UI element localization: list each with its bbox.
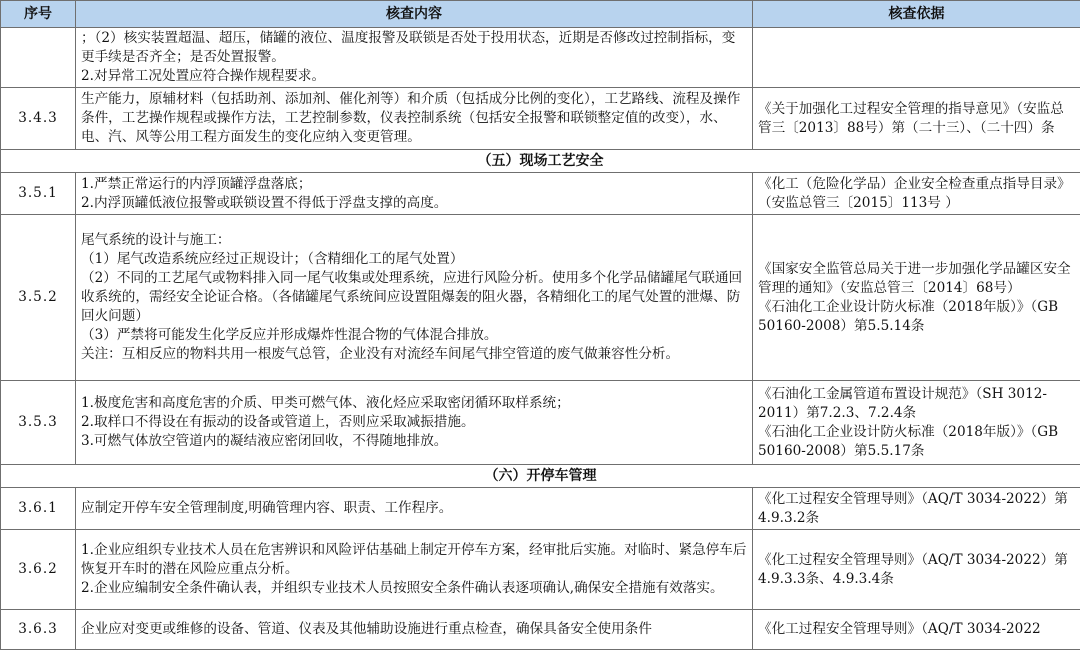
section-row — [1, 150, 1080, 173]
table-header-row — [1, 1, 1080, 28]
table-row — [1, 88, 1080, 150]
item-number: 3.6.3 — [1, 610, 76, 650]
basis-cell — [753, 28, 1080, 88]
item-number: 3.5.1 — [1, 173, 76, 215]
content-cell — [76, 28, 753, 88]
content-line: 企业应对变更或维修的设备、管道、仪表及其他辅助设施进行重点检查，确保具备安全使用条件 — [81, 620, 747, 639]
basis-cell — [753, 381, 1080, 465]
content-cell — [76, 215, 753, 381]
table-row — [1, 488, 1080, 530]
header-no: 序号 — [1, 1, 76, 28]
item-number: 3.5.2 — [1, 215, 76, 381]
item-number: 3.6.2 — [1, 530, 76, 610]
content-line: 1.严禁正常运行的内浮顶罐浮盘落底； — [81, 175, 747, 194]
basis-line: 《石油化工企业设计防火标准（2018年版）》（GB 50160-2008）第5.5.14条 — [758, 298, 1075, 336]
content-cell — [76, 610, 753, 650]
content-line: 1.企业应组织专业技术人员在危害辨识和风险评估基础上制定开停车方案，经审批后实施。对临时、紧急停车后恢复开车时的潜在风险应重点分析。 — [81, 541, 747, 579]
content-line: 生产能力，原辅材料（包括助剂、添加剂、催化剂等）和介质（包括成分比例的变化），工艺路线、流程及操作条件，工艺操作规程或操作方法，工艺控制参数，仪表控制系统（包括安全报警和联锁整定值的改变），水、电、汽、风等公用工程方面发生的变化应纳入变更管理。 — [81, 90, 747, 147]
basis-line: 《石油化工金属管道布置设计规范》（SH 3012-2011）第7.2.3、7.2.4条 — [758, 385, 1075, 423]
section-title: （六）开停车管理 — [1, 465, 1080, 488]
item-number — [1, 28, 76, 88]
basis-cell — [753, 488, 1080, 530]
section-title: （五）现场工艺安全 — [1, 150, 1080, 173]
item-number: 3.6.1 — [1, 488, 76, 530]
item-number: 3.5.3 — [1, 381, 76, 465]
table-row — [1, 28, 1080, 88]
content-line: （2）不同的工艺尾气或物料排入同一尾气收集或处理系统，应进行风险分析。使用多个化学品储罐尾气联通回收系统的，需经安全论证合格。（各储罐尾气系统间应设置阻爆轰的阻火器，各精细化工的尾气处置的泄爆、防回火问题） — [81, 269, 747, 326]
basis-line: 《化工过程安全管理导则》（AQ/T 3034-2022）第4.9.3.2条 — [758, 490, 1075, 528]
content-cell — [76, 173, 753, 215]
content-line: 尾气系统的设计与施工： — [81, 231, 747, 250]
section-row — [1, 465, 1080, 488]
content-line: 2.取样口不得设在有振动的设备或管道上，否则应采取减振措施。 — [81, 413, 747, 432]
content-line: （1）尾气改造系统应经过正规设计；（含精细化工的尾气处置） — [81, 250, 747, 269]
table-row — [1, 610, 1080, 650]
basis-line: 《化工（危险化学品）企业安全检查重点指导目录》（安监总管三〔2015〕113号 ） — [758, 175, 1075, 213]
basis-cell — [753, 88, 1080, 150]
content-line: 2.内浮顶罐低液位报警或联锁设置不得低于浮盘支撑的高度。 — [81, 194, 747, 213]
header-content: 核查内容 — [76, 1, 753, 28]
basis-cell — [753, 530, 1080, 610]
content-cell — [76, 88, 753, 150]
content-line: 应制定开停车安全管理制度,明确管理内容、职责、工作程序。 — [81, 499, 747, 518]
content-line: 2.对异常工况处置应符合操作规程要求。 — [81, 67, 747, 86]
content-line: 2.企业应编制安全条件确认表，并组织专业技术人员按照安全条件确认表逐项确认,确保安全措施有效落实。 — [81, 579, 747, 598]
content-line: ；（2）核实装置超温、超压，储罐的液位、温度报警及联锁是否处于投用状态，近期是否修改过控制指标，变更手续是否齐全；是否处置报警。 — [81, 29, 747, 67]
table-row — [1, 530, 1080, 610]
content-line: 1.极度危害和高度危害的介质、甲类可燃气体、液化烃应采取密闭循环取样系统； — [81, 394, 747, 413]
content-cell — [76, 530, 753, 610]
header-basis: 核查依据 — [753, 1, 1080, 28]
content-line: 3.可燃气体放空管道内的凝结液应密闭回收，不得随地排放。 — [81, 432, 747, 451]
basis-line: 《石油化工企业设计防火标准（2018年版）》（GB 50160-2008）第5.5.17条 — [758, 423, 1075, 461]
table-row — [1, 215, 1080, 381]
table-body — [1, 28, 1080, 650]
content-line: 关注：互相反应的物料共用一根废气总管，企业没有对流经车间尾气排空管道的废气做兼容性分析。 — [81, 345, 747, 364]
basis-line: 《化工过程安全管理导则》（AQ/T 3034-2022 — [758, 620, 1075, 639]
basis-line: 《化工过程安全管理导则》（AQ/T 3034-2022）第4.9.3.3条、4.9.3.4条 — [758, 551, 1075, 589]
content-line: （3）严禁将可能发生化学反应并形成爆炸性混合物的气体混合排放。 — [81, 326, 747, 345]
basis-line: 《国家安全监管总局关于进一步加强化学品罐区安全管理的通知》（安监总管三〔2014〕68号） — [758, 260, 1075, 298]
basis-cell — [753, 215, 1080, 381]
table-row — [1, 381, 1080, 465]
item-number: 3.4.3 — [1, 88, 76, 150]
content-cell — [76, 488, 753, 530]
basis-cell — [753, 610, 1080, 650]
basis-cell — [753, 173, 1080, 215]
table-row — [1, 173, 1080, 215]
basis-line: 《关于加强化工过程安全管理的指导意见》（安监总管三〔2013〕88号）第（二十三）、（二十四）条 — [758, 100, 1075, 138]
content-cell — [76, 381, 753, 465]
